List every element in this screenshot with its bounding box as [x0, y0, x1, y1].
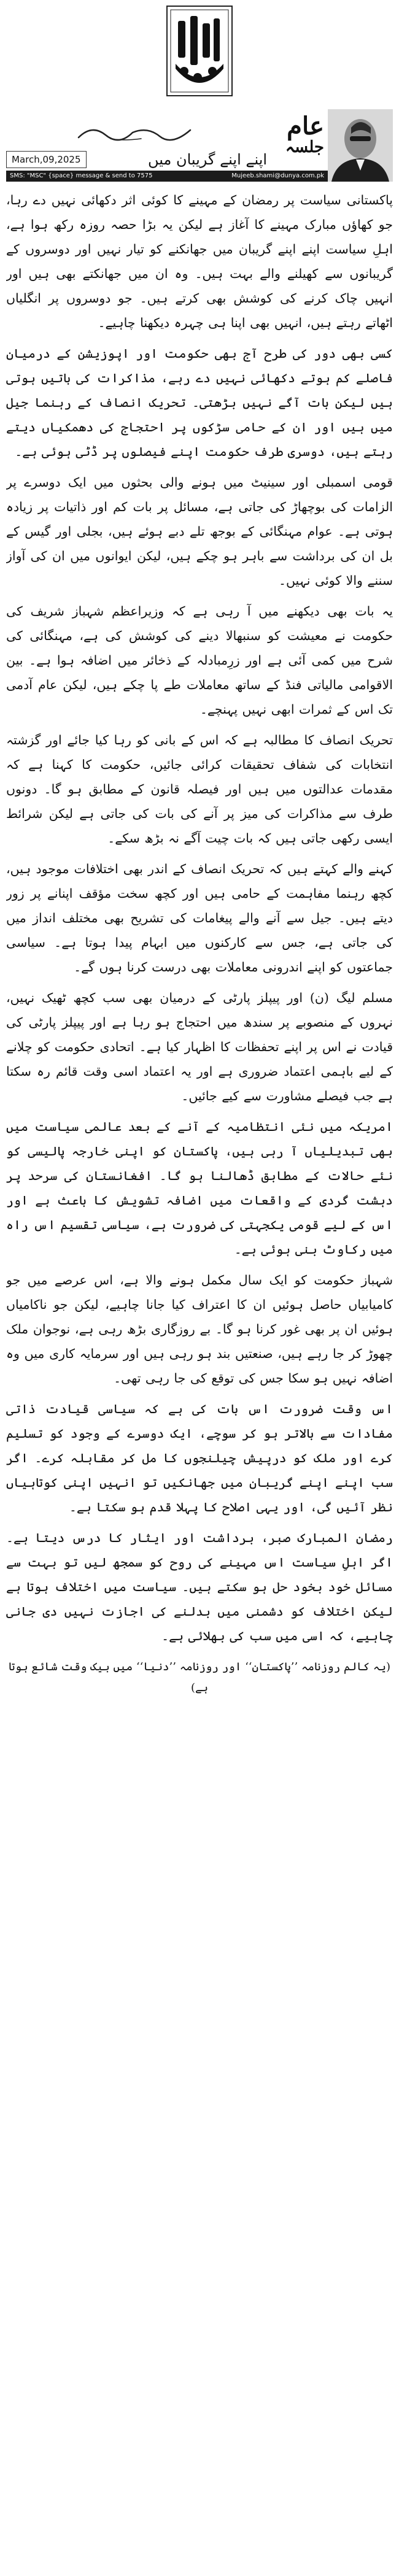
masthead: [0, 0, 399, 104]
article-paragraph: تحریک انصاف کا مطالبہ ہے کہ اس کے بانی کو رہا کیا جائے اور گزشتہ انتخابات کی شفاف تحقیقات کرائی جائیں، حکومت کا کہنا ہے کہ مقدمات عدالتوں میں ہیں اور فیصلہ قانون کے مطابق ہو گا۔ دونوں طرف سے مذاکرات کی میز پر آنے کی بات کی جاتی ہے لیکن شرائط ایسی رکھی جاتی ہیں کہ بات چیت آگے نہ بڑھ سکے۔: [6, 733, 393, 846]
article-paragraph: یہ بات بھی دیکھنے میں آ رہی ہے کہ وزیراعظم شہباز شریف کی حکومت نے معیشت کو سنبھالا دینے کی کوشش کی ہے، مہنگائی کی شرح میں کمی آئی ہے اور زرِمبادلہ کے ذخائر میں اضافہ ہوا ہے۔ بین الاقوامی مالیاتی فنڈ کے ساتھ معاملات طے پا چکے ہیں، لیکن عام آدمی تک اس کے ثمرات ابھی نہیں پہنچے۔: [6, 604, 393, 717]
sms-instruction: SMS: "MSC" {space} message & send to 7575: [10, 172, 153, 179]
author-email[interactable]: Mujeeb.shami@dunya.com.pk: [231, 172, 324, 179]
article-paragraph: کسی بھی دور کی طرح آج بھی حکومت اور اپوزیشن کے درمیان فاصلے کم ہوتے دکھائی نہیں دے رہے، مذاکرات کی باتیں ہوتی ہیں لیکن بات آگے نہیں بڑھتی۔ تحریک انصاف کے رہنما جیل میں ہیں اور ان کے حامی سڑکوں پر احتجاج کی دھمکیاں دیتے رہتے ہیں، دوسری طرف حکومت اپنے فیصلوں پر ڈٹی ہوئی ہے۔: [6, 346, 393, 459]
syndication-note: (یہ کالم روزنامہ ’’پاکستان‘‘ اور روزنامہ ’’دنیا‘‘ میں بیک وقت شائع ہوتا ہے): [9, 1660, 390, 1694]
article-paragraph: قومی اسمبلی اور سینیٹ میں ہونے والی بحثوں میں ایک دوسرے پر الزامات کی بوچھاڑ کی جاتی ہے، مسائل پر بات کم اور ذاتیات پر زیادہ ہوتی ہے۔ عوام مہنگائی کے بوجھ تلے دبے ہوئے ہیں، بجلی اور گیس کے بل ان کی برداشت سے باہر ہو چکے ہیں، لیکن ایوانوں میں ان کی آواز سننے والا کوئی نہیں۔: [6, 475, 393, 588]
article-paragraph: اس وقت ضرورت اس بات کی ہے کہ سیاسی قیادت ذاتی مفادات سے بالاتر ہو کر سوچے، ایک دوسرے کے وجود کو تسلیم کرے اور ملک کو درپیش چیلنجوں کا مل کر مقابلہ کرے۔ اگر سب اپنے اپنے گریبان میں جھانکیں تو انہیں اپنی کوتاہیاں نظر آئیں گی، اور یہی اصلاح کا پہلا قدم ہو سکتا ہے۔: [6, 1402, 393, 1514]
author-photo: [328, 109, 393, 182]
brand-sub: جلسہ: [285, 138, 324, 156]
publish-date: March,09,2025: [6, 151, 87, 168]
article-body: [6, 188, 393, 2569]
title-bar: [6, 150, 324, 171]
dunya-logo: [166, 5, 233, 97]
column-header: [6, 109, 393, 182]
article-paragraph: کہنے والے کہتے ہیں کہ تحریک انصاف کے اندر بھی اختلافات موجود ہیں، کچھ رہنما مفاہمت کے حامی ہیں اور کچھ سخت مؤقف اپنانے پر زور دیتے ہیں۔ جیل سے آنے والے پیغامات کی تشریح بھی مختلف انداز میں کی جاتی ہے، جس سے کارکنوں میں ابہام پیدا ہوتا ہے۔ سیاسی جماعتوں کو اپنے اندرونی معاملات بھی درست کرنا ہوں گے۔: [6, 862, 393, 974]
article-paragraph: پاکستانی سیاست پر رمضان کے مہینے کا کوئی اثر دکھائی نہیں دے رہا، جو کھاؤں مبارک مہینے کا آغاز ہے لیکن یہ بڑا حصہ روزہ رکھ ہوا ہے، اہلِ سیاست اپنے اپنے گریبان میں جھانکنے کو تیار نہیں اور دوسروں کے گریبانوں سے کھیلنے والے بہت ہیں۔ وہ ان میں جھانکتے بھی ہیں اور انہیں چاک کرنے کی کوشش بھی کرتے ہیں۔ جو دوسروں پر انگلیاں اٹھاتے رہتے ہیں، انہیں بھی اپنا ہی چہرہ دیکھنا چاہیے۔: [6, 193, 393, 330]
article-paragraph: مسلم لیگ (ن) اور پیپلز پارٹی کے درمیان بھی سب کچھ ٹھیک نہیں، نہروں کے منصوبے پر سندھ میں احتجاج ہو رہا ہے اور پیپلز پارٹی کی قیادت نے اس پر اپنے تحفظات کا اظہار کیا ہے۔ اتحادی حکومت کو چلانے کے لیے باہمی اعتماد ضروری ہے اور یہ اعتماد اسی وقت قائم رہ سکتا ہے جب فیصلے مشاورت سے کیے جائیں۔: [6, 990, 393, 1103]
article-paragraph: رمضان المبارک صبر، برداشت اور ایثار کا درس دیتا ہے۔ اگر اہلِ سیاست اس مہینے کی روح کو سمجھ لیں تو بہت سے مسائل خود بخود حل ہو سکتے ہیں۔ سیاست میں اختلاف ہوتا ہے لیکن اختلاف کو دشمنی میں بدلنے کی اجازت نہیں دی جانی چاہیے، کہ اسی میں سب کی بھلائی ہے۔: [6, 1530, 393, 1643]
author-signature: [74, 120, 196, 145]
contact-strip: [6, 171, 328, 182]
article-paragraph: شہباز حکومت کو ایک سال مکمل ہونے والا ہے، اس عرصے میں جو کامیابیاں حاصل ہوئیں ان کا اعتراف کیا جانا چاہیے، لیکن جو ناکامیاں ہوئیں ان پر بھی غور کرنا ہو گا۔ بے روزگاری بڑھ رہی ہے، نوجوان ملک چھوڑ کر جا رہے ہیں، صنعتیں بند ہو رہی ہیں اور سرمایہ کاری میں وہ اضافہ نہیں ہو سکا جس کی توقع کی جا رہی تھی۔: [6, 1273, 393, 1386]
column-title: اپنے اپنے گریبان میں: [147, 151, 268, 168]
article-paragraph: امریکہ میں نئی انتظامیہ کے آنے کے بعد عالمی سیاست میں بھی تبدیلیاں آ رہی ہیں، پاکستان کو اپنی خارجہ پالیسی کو نئے حالات کے مطابق ڈھالنا ہو گا۔ افغانستان کی سرحد پر دہشت گردی کے واقعات میں اضافہ تشویش کا باعث ہے اور اس کے لیے قومی یکجہتی کی ضرورت ہے، سیاسی تقسیم اس راہ میں رکاوٹ بنی ہوئی ہے۔: [6, 1119, 393, 1257]
brand-word: عام: [287, 112, 324, 141]
